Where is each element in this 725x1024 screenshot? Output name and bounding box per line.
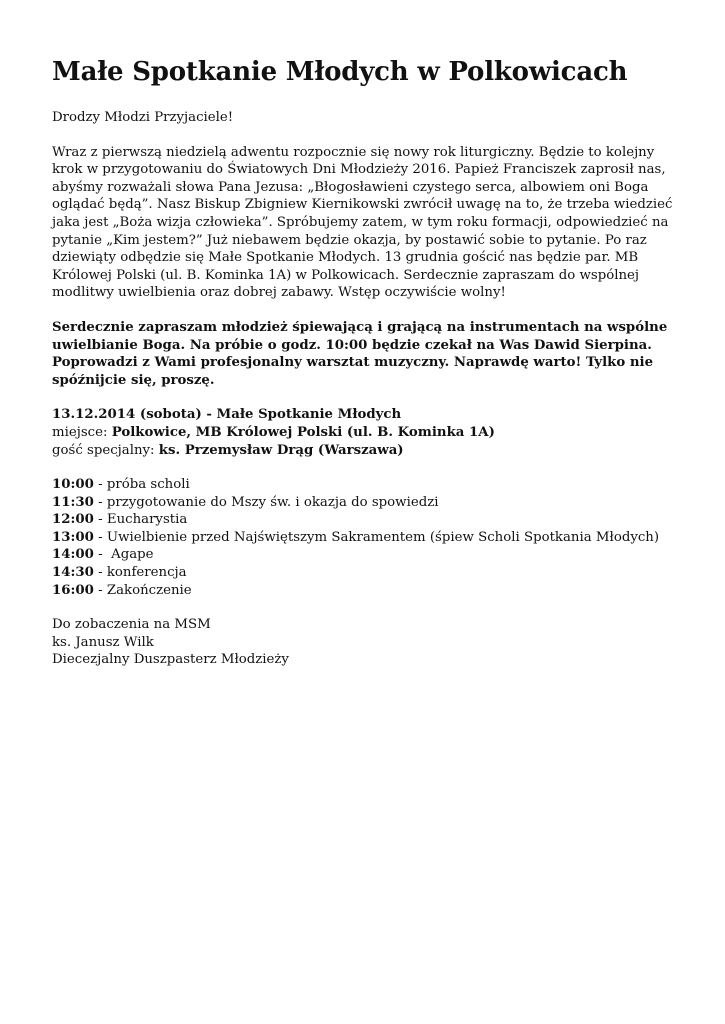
schedule-desc: - Eucharystia: [93, 512, 188, 528]
greeting: Drodzy Młodzi Przyjaciele!: [52, 110, 234, 125]
schedule-time: 14:30: [52, 565, 94, 581]
schedule-desc: - Zakończenie: [93, 582, 192, 598]
document-page: [52, 52, 682, 669]
schedule-desc: - konferencja: [93, 565, 187, 581]
schedule-desc: - przygotowanie do Mszy św. i okazja do spowiedzi: [93, 494, 439, 510]
schedule-desc: - Agape: [93, 547, 154, 563]
schedule-time: 11:30: [52, 494, 94, 510]
intro-paragraph: Wraz z pierwszą niedzielą adwentu rozpocznie się nowy rok liturgiczny. Będzie to kolejny krok w przygotowaniu do Światowych Dni Młodzieży 2016. Papież Franciszek zaprosił nas, abyśmy rozważali słowa Pana Jezusa: „Błogosławieni czystego serca, albowiem oni Boga oglądać będą”. Nasz Biskup Zbigniew Kiernikowski zwrócił uwagę na to, że trzeba wiedzieć jaka jest „Boża wizja człowieka”. Spróbujemy zatem, w tym roku formacji, odpowiedzieć na pytanie „Kim jestem?” Już niebawem będzie okazja, by postawić sobie to pytanie. Po raz dziewiąty odbędzie się Małe Spotkanie Młodych. 13 grudnia gościć nas będzie par. MB Królowej Polski (ul. B. Kominka 1A) w Polkowicach. Serdecznie zapraszam do wspólnej modlitwy uwielbienia oraz dobrej zabawy. Wstęp oczywiście wolny!: [52, 144, 673, 301]
schedule-desc: - Uwielbienie przed Najświętszym Sakramentem (śpiew Scholi Spotkania Młodych): [93, 529, 660, 545]
closing-signature: [52, 616, 682, 669]
schedule-desc: - próba scholi: [93, 477, 190, 493]
page-title: Małe Spotkanie Młodych w Polkowicach: [52, 57, 628, 87]
event-place: [52, 424, 682, 442]
invitation-paragraph: Serdecznie zapraszam młodzież śpiewającą i grającą na instrumentach na wspólne uwielbianie Boga. Na próbie o godz. 10:00 będzie czekał na Was Dawid Sierpina. Poprowadzi z Wami profesjonalny warsztat muzyczny. Naprawdę warto! Tylko nie spóźnijcie się, proszę.: [52, 319, 668, 388]
schedule-item: [52, 494, 682, 512]
schedule-time: 13:00: [52, 529, 94, 545]
closing-line: Do zobaczenia na MSM: [52, 617, 211, 633]
schedule-list: [52, 476, 682, 599]
schedule-time: 10:00: [52, 477, 94, 493]
event-guest-value: ks. Przemysław Drąg (Warszawa): [158, 442, 404, 458]
schedule-time: 16:00: [52, 582, 94, 598]
schedule-item: [52, 564, 682, 582]
event-guest-label: gość specjalny:: [52, 442, 159, 458]
event-heading: 13.12.2014 (sobota) - Małe Spotkanie Młodych: [52, 407, 402, 423]
schedule-item: [52, 582, 682, 600]
schedule-time: 12:00: [52, 512, 94, 528]
schedule-item: [52, 476, 682, 494]
signature-role: Diecezjalny Duszpasterz Młodzieży: [52, 652, 289, 668]
schedule-item: [52, 529, 682, 547]
signature-name: ks. Janusz Wilk: [52, 634, 154, 650]
event-place-value: Polkowice, MB Królowej Polski (ul. B. Kominka 1A): [111, 424, 495, 440]
schedule-time: 14:00: [52, 547, 94, 563]
event-place-label: miejsce:: [52, 424, 112, 440]
schedule-item: [52, 546, 682, 564]
event-guest: [52, 442, 682, 460]
event-details: [52, 406, 682, 459]
schedule-item: [52, 511, 682, 529]
